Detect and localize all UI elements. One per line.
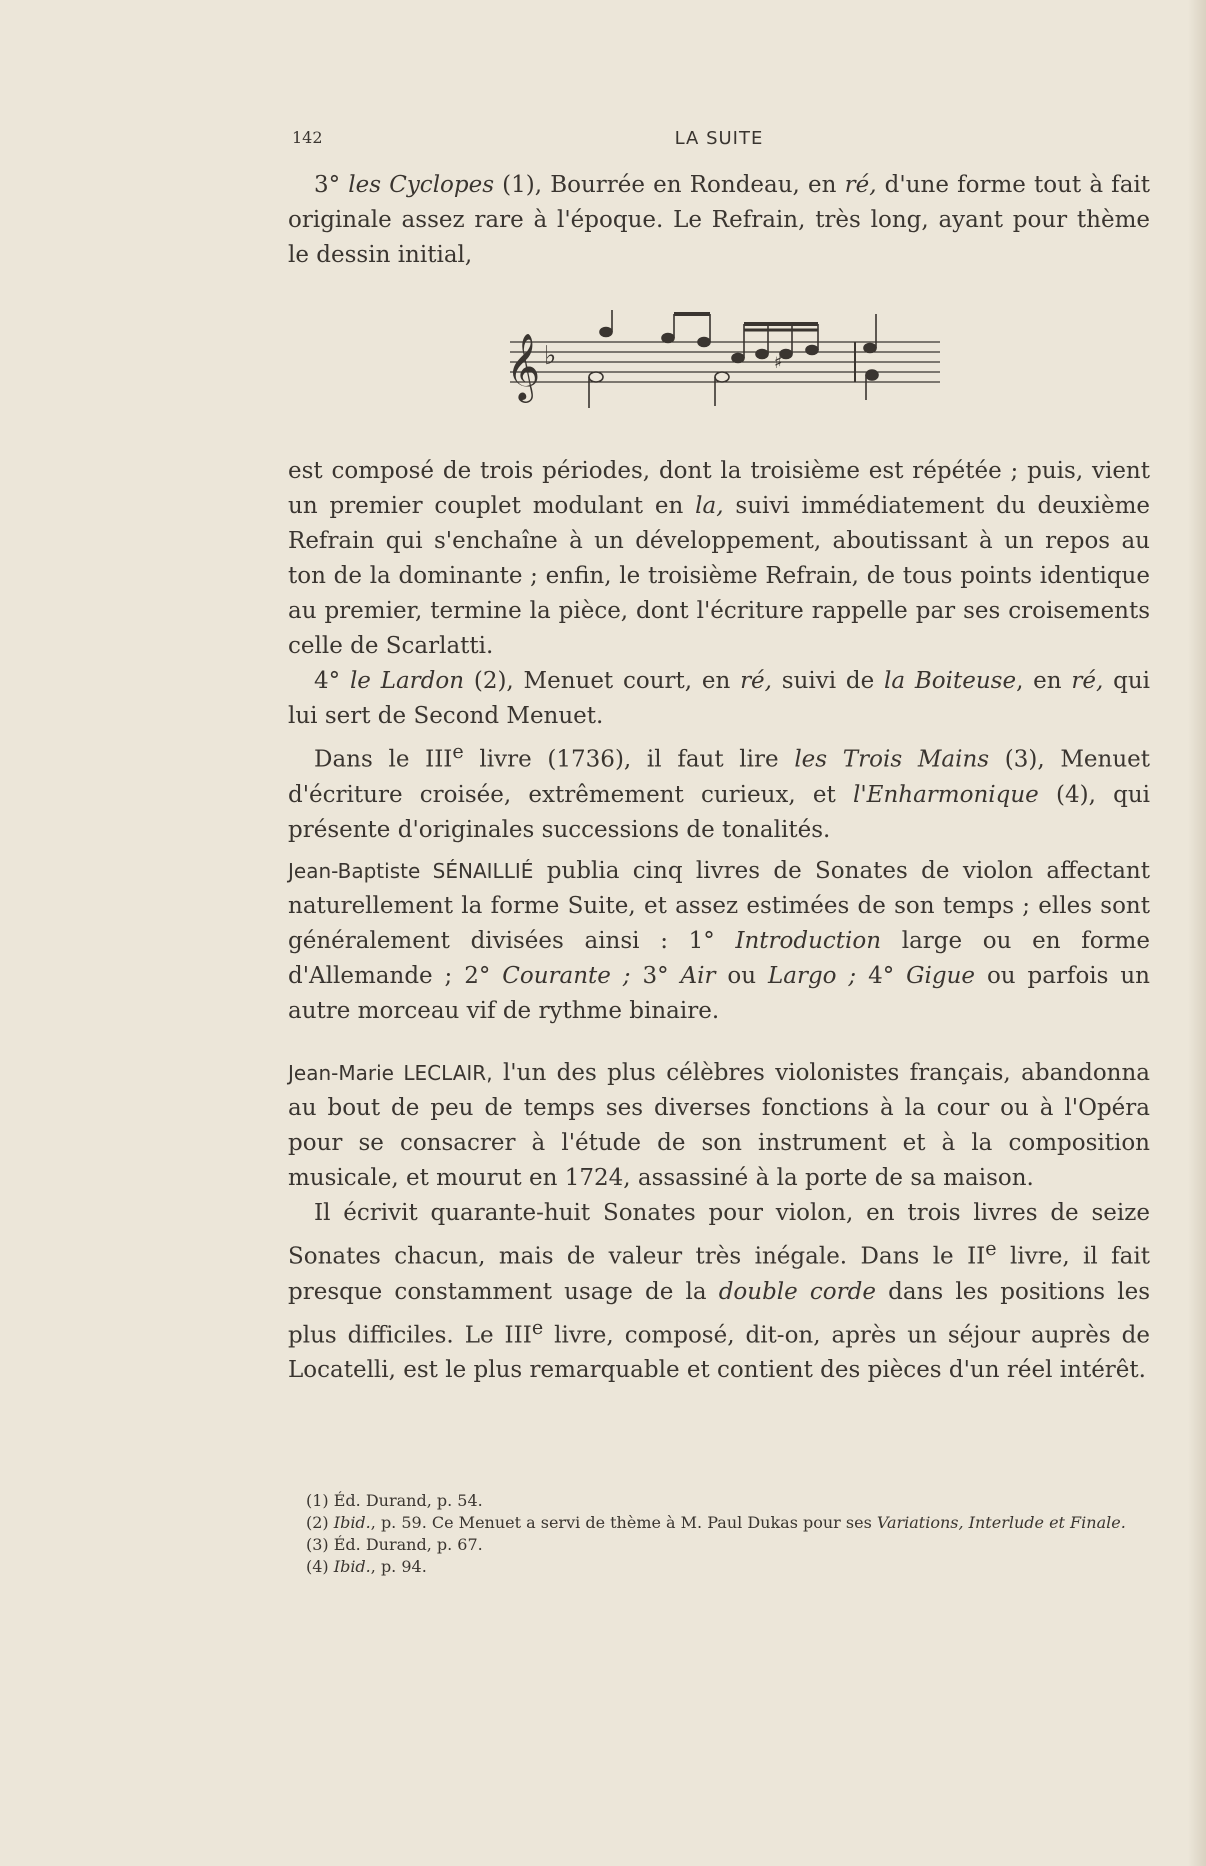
footnote-1: (1) Éd. Durand, p. 54.: [306, 1491, 483, 1510]
svg-text:♯: ♯: [774, 352, 783, 373]
composer-name-leclair: Jean-Marie LECLAIR,: [288, 1061, 493, 1085]
paragraph-leclair: Jean-Marie LECLAIR, l'un des plus célèbres violonistes français, abandonna au bout de peu de temps ses diverses fonctions à la cour ou à l'Opéra pour se consacrer à l'étude de son instrument et à la composition musicale, et mourut en 1724, assassiné à la porte de sa maison. Il écrivit quarante-huit Sonates pour violon, en trois livres de seize Sonates chacun, mais de valeur très inégale. Dans le IIe livre, il fait presque constamment usage de la double corde dans les positions les plus difficiles. Le IIIe livre, composé, dit-on, après un séjour auprès de Locatelli, est le plus remarquable et contient des pièces d'un réel intérêt.: [288, 1060, 1150, 1384]
footnotes: [288, 1490, 1150, 1578]
page-edge-shadow: [1188, 0, 1206, 1866]
treble-clef-icon: 𝄞: [506, 332, 541, 400]
paragraph-senaillie: Jean-Baptiste SÉNAILLIÉ publia cinq livres de Sonates de violon affectant naturellement la forme Suite, et assez estimées de son temps ; elles sont généralement divisées ainsi : 1° Introduction large ou en forme d'Allemande ; 2° Courante ; 3° Air ou Largo ; 4° Gigue ou parfois un autre morceau vif de rythme binaire.: [288, 858, 1150, 1024]
paragraph-cyclopes: 3° les Cyclopes (1), Bourrée en Rondeau, en ré, d'une forme tout à fait originale assez rare à l'époque. Le Refrain, très long, ayant pour thème le dessin initial,: [288, 172, 1150, 268]
composer-name-senaillie: Jean-Baptiste SÉNAILLIÉ: [288, 859, 534, 883]
footnote-4: (4) Ibid., p. 94.: [306, 1557, 427, 1576]
footnote-2: (2) Ibid., p. 59. Ce Menuet a servi de thème à M. Paul Dukas pour ses Variations, Interlude et Finale.: [306, 1513, 1126, 1532]
page-header: [288, 128, 1150, 158]
footnote-3: (3) Éd. Durand, p. 67.: [306, 1535, 483, 1554]
flat-sign-icon: ♭: [544, 341, 557, 371]
running-title: LA SUITE: [674, 128, 764, 149]
paragraph-periodes: est composé de trois périodes, dont la troisième est répétée ; puis, vient un premier couplet modulant en la, suivi immédiatement du deuxième Refrain qui s'enchaîne à un développement, aboutissant à un repos au ton de la dominante ; enfin, le troisième Refrain, de tous points identique au premier, termine la pièce, dont l'écriture rappelle par ses croisements celle de Scarlatti. 4° le Lardon (2), Menuet court, en ré, suivi de la Boiteuse, en ré, qui lui sert de Second Menuet. Dans le IIIe livre (1736), il faut lire les Trois Mains (3), Menuet d'écriture croisée, extrêmement curieux, et l'Enharmonique (4), qui présente d'originales successions de tonalités.: [288, 458, 1151, 843]
music-notation-example: [500, 310, 946, 420]
page-number: 142: [292, 128, 323, 147]
